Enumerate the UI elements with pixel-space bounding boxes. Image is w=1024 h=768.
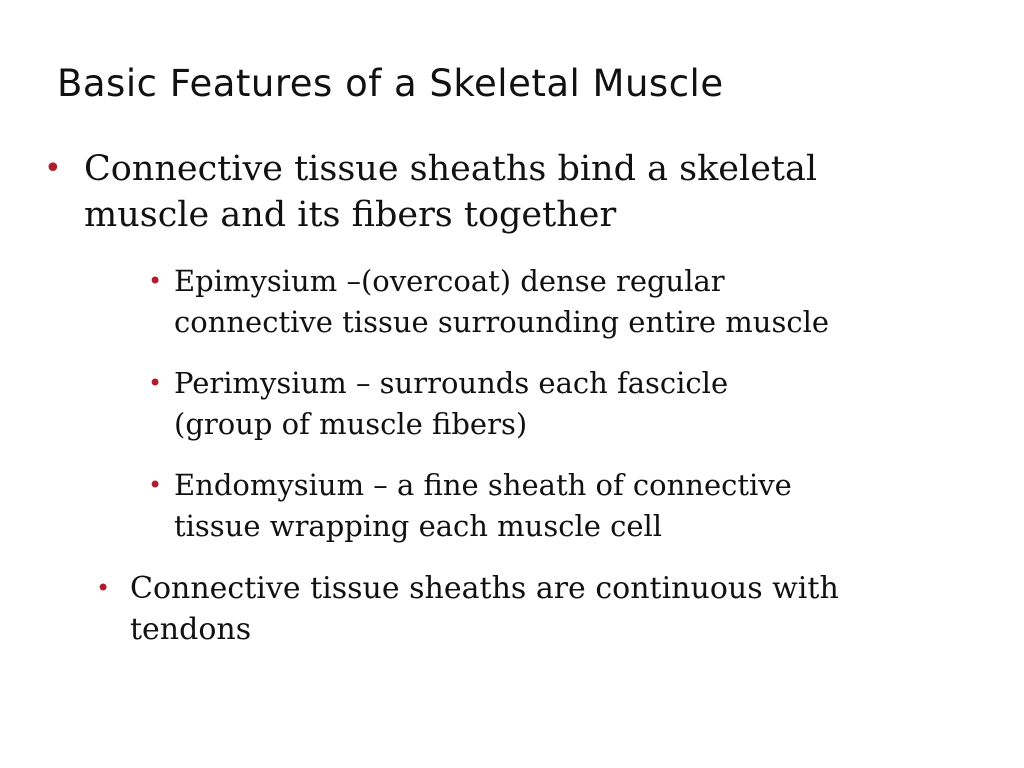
- sub-bullet-epimysium: [148, 261, 829, 343]
- bullet-connective-tissue-sheaths: [44, 146, 817, 238]
- bullet-icon: •: [96, 574, 111, 602]
- bullet-icon: •: [148, 471, 163, 499]
- sub-bullet-endomysium: [148, 465, 792, 547]
- bullet-text-line: connective tissue surrounding entire muscle: [174, 305, 830, 339]
- bullet-text-line: Connective tissue sheaths are continuous with: [130, 571, 839, 606]
- slide-title: Basic Features of a Skeletal Muscle: [57, 62, 724, 105]
- bullet-text-line: Connective tissue sheaths bind a skeletal: [84, 149, 818, 189]
- bullet-text-line: Epimysium –(overcoat) dense regular: [174, 264, 725, 298]
- bullet-text-line: Endomysium – a fine sheath of connective: [174, 468, 792, 502]
- sub-bullet-perimysium: [148, 363, 728, 445]
- bullet-text-line: tissue wrapping each muscle cell: [174, 509, 663, 543]
- bullet-text-line: (group of muscle fibers): [174, 407, 528, 441]
- bullet-text-line: Perimysium – surrounds each fascicle: [174, 366, 729, 400]
- bullet-icon: •: [148, 369, 163, 397]
- bullet-text-line: muscle and its fibers together: [84, 195, 617, 235]
- bullet-icon: •: [44, 151, 62, 186]
- bullet-icon: •: [148, 267, 163, 295]
- bullet-text-line: tendons: [130, 612, 252, 647]
- bullet-sheaths-continuous-with-tendons: [96, 568, 839, 650]
